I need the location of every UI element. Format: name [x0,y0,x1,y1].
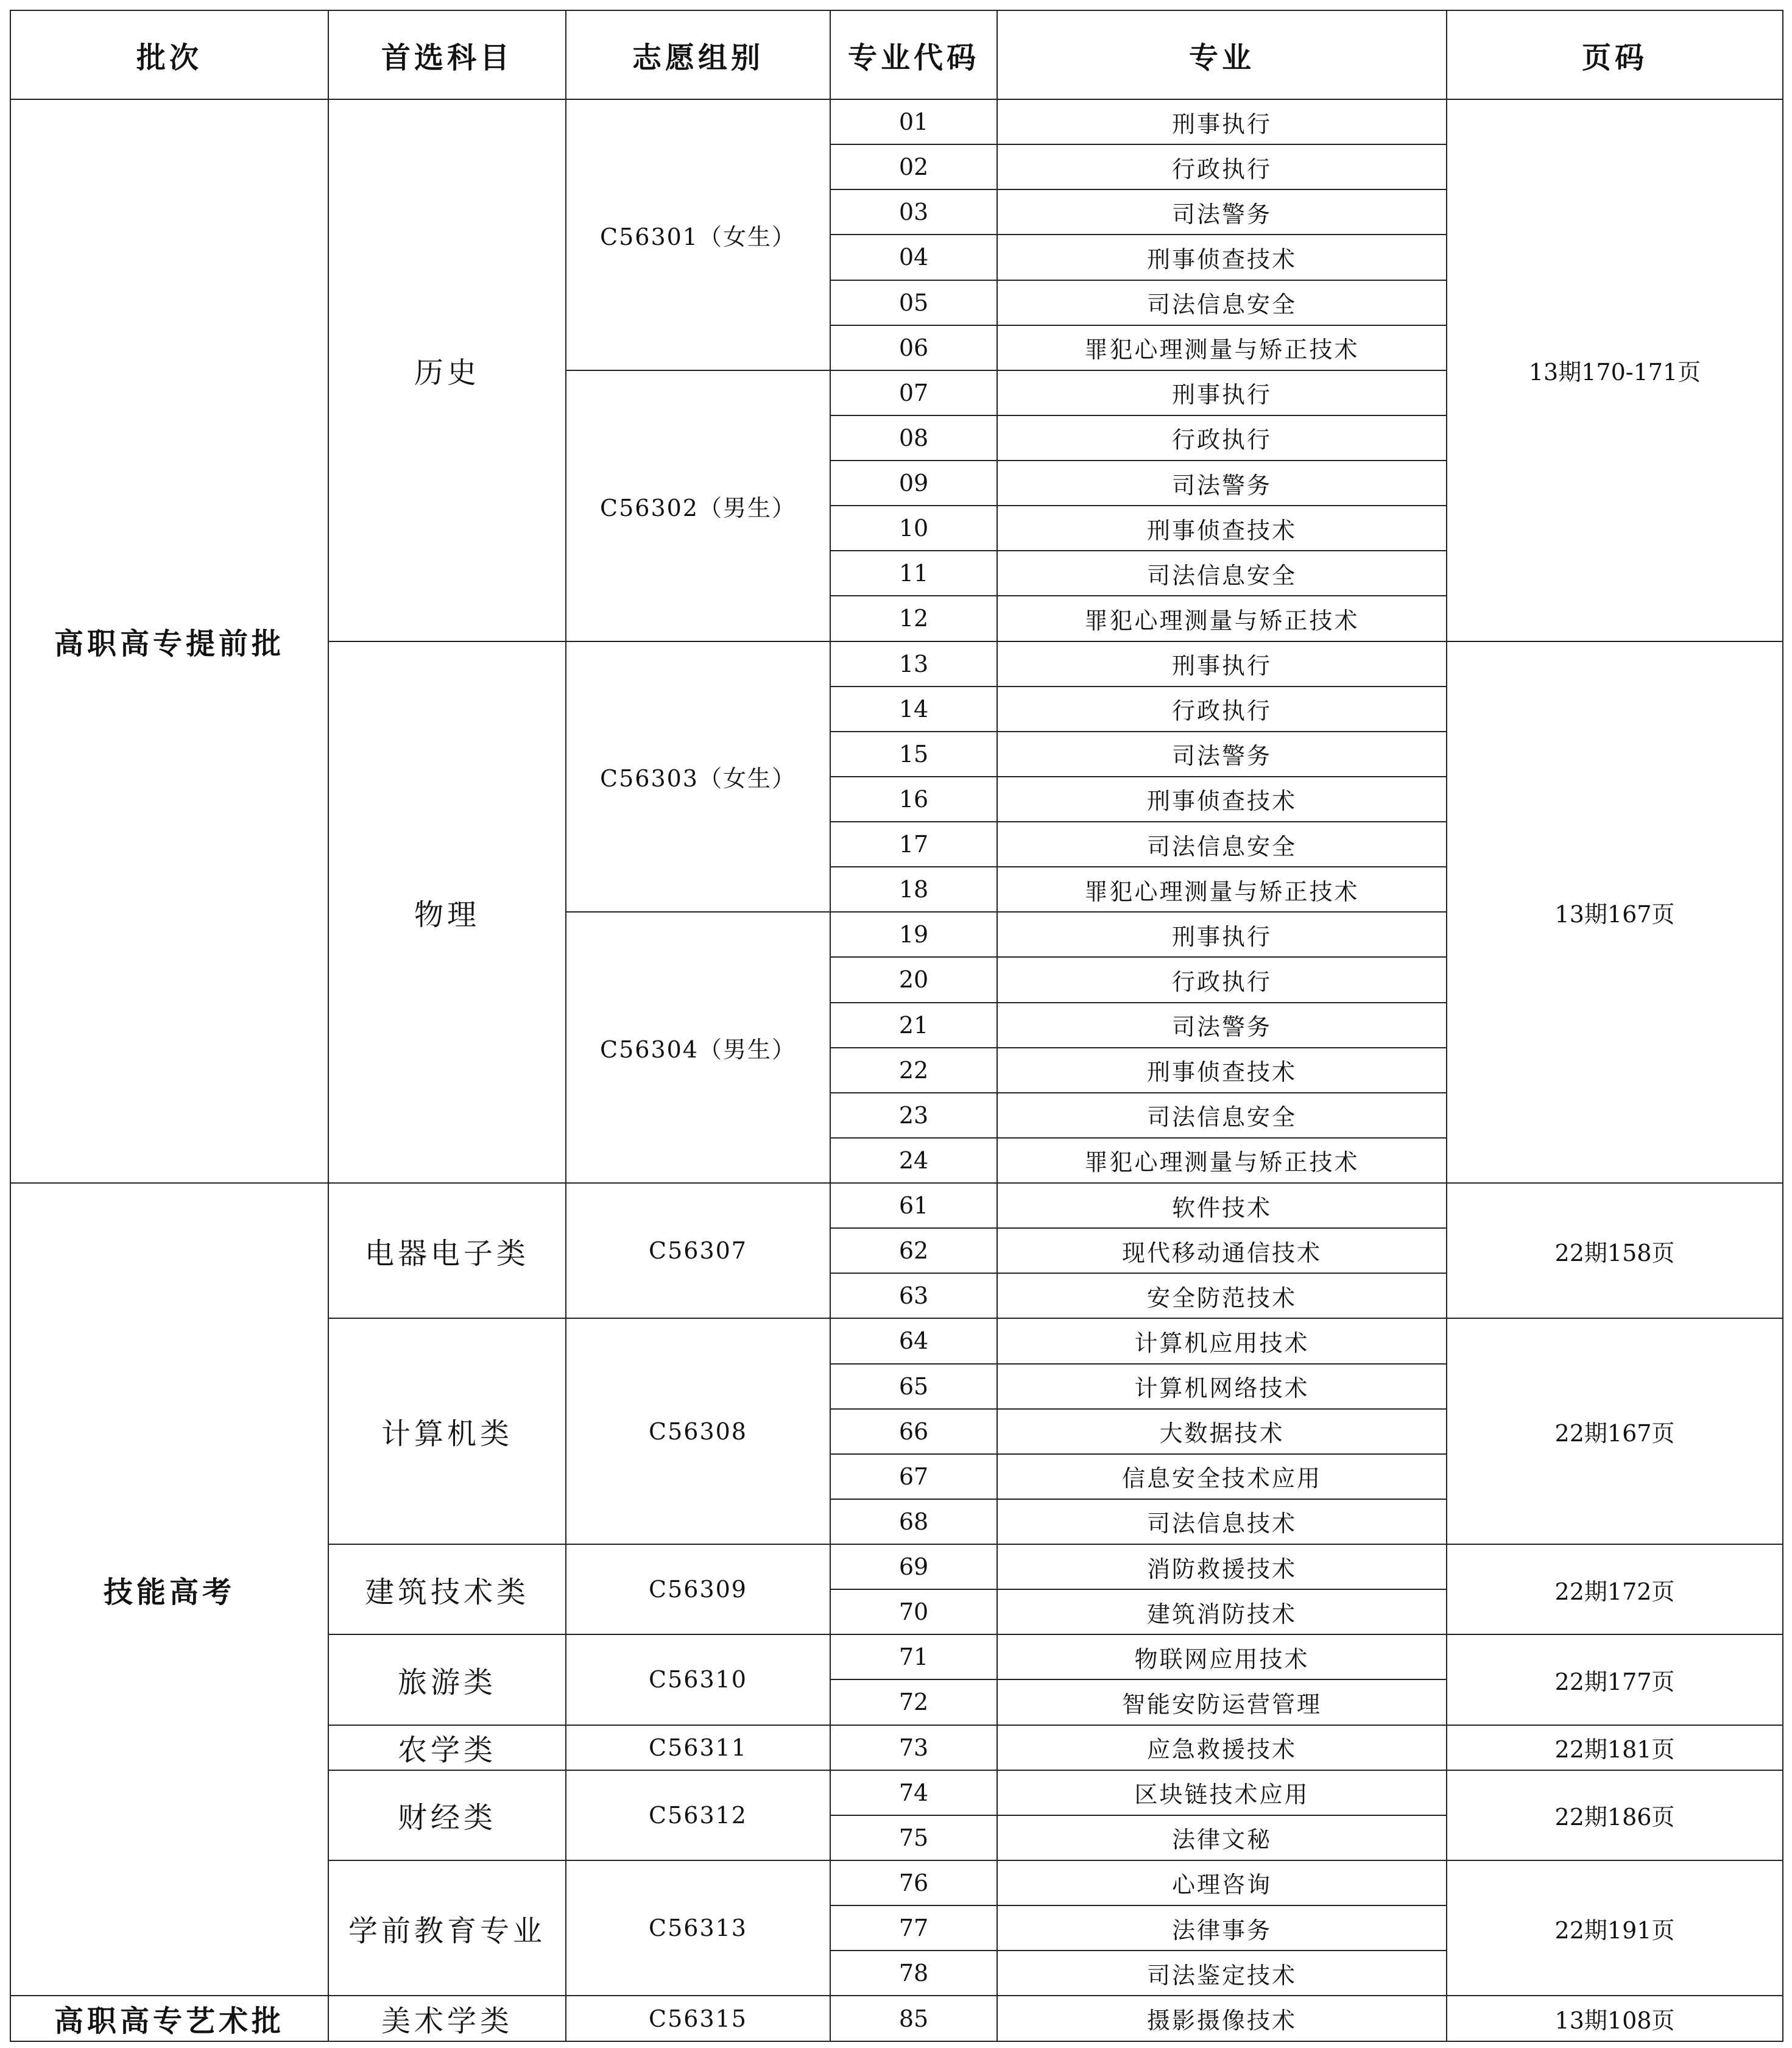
page-cell: 22期186页 [1447,1770,1783,1860]
major-name-cell: 罪犯心理测量与矫正技术 [997,1138,1447,1183]
page-cell: 22期167页 [1447,1318,1783,1544]
group-cell: C56311 [566,1725,830,1770]
major-name-cell: 司法警务 [997,1003,1447,1048]
major-name-cell: 行政执行 [997,687,1447,732]
major-code-cell: 77 [830,1905,997,1951]
group-cell: C56315 [566,1996,830,2041]
subject-cell: 建筑技术类 [328,1544,566,1634]
major-name-cell: 法律文秘 [997,1815,1447,1860]
major-name-cell: 行政执行 [997,957,1447,1002]
major-name-cell: 司法警务 [997,189,1447,235]
major-name-cell: 刑事执行 [997,370,1447,415]
batch-cell: 技能高考 [10,1183,328,1996]
page-cell: 13期167页 [1447,641,1783,1184]
major-code-cell: 75 [830,1815,997,1860]
major-code-cell: 07 [830,370,997,415]
major-name-cell: 智能安防运营管理 [997,1679,1447,1725]
major-name-cell: 司法信息技术 [997,1499,1447,1544]
major-code-cell: 64 [830,1318,997,1363]
major-code-cell: 14 [830,687,997,732]
major-code-cell: 11 [830,551,997,596]
major-name-cell: 计算机应用技术 [997,1318,1447,1363]
major-name-cell: 司法信息安全 [997,822,1447,867]
subject-cell: 财经类 [328,1770,566,1860]
major-code-cell: 67 [830,1454,997,1499]
group-cell: C56307 [566,1183,830,1318]
page-cell: 13期170-171页 [1447,99,1783,641]
major-code-cell: 66 [830,1409,997,1454]
major-name-cell: 司法鉴定技术 [997,1951,1447,1996]
subject-cell: 电器电子类 [328,1183,566,1318]
subject-cell: 历史 [328,99,566,641]
major-name-cell: 刑事侦查技术 [997,777,1447,822]
group-cell: C56310 [566,1634,830,1725]
major-code-cell: 05 [830,280,997,325]
major-code-cell: 19 [830,912,997,957]
major-code-cell: 06 [830,325,997,370]
major-name-cell: 现代移动通信技术 [997,1228,1447,1273]
major-code-cell: 24 [830,1138,997,1183]
major-code-cell: 03 [830,189,997,235]
page-cell: 22期172页 [1447,1544,1783,1634]
page-cell: 22期158页 [1447,1183,1783,1318]
major-code-cell: 20 [830,957,997,1002]
major-name-cell: 罪犯心理测量与矫正技术 [997,867,1447,912]
major-name-cell: 消防救援技术 [997,1544,1447,1589]
major-code-cell: 71 [830,1634,997,1679]
major-name-cell: 罪犯心理测量与矫正技术 [997,596,1447,641]
group-cell: C56301（女生） [566,99,830,370]
page-cell: 22期191页 [1447,1860,1783,1996]
major-code-cell: 85 [830,1996,997,2041]
page-cell: 13期108页 [1447,1996,1783,2041]
major-name-cell: 刑事侦查技术 [997,1048,1447,1093]
table-row [10,99,1783,144]
major-code-cell: 73 [830,1725,997,1770]
major-code-cell: 63 [830,1273,997,1318]
major-code-cell: 16 [830,777,997,822]
major-code-cell: 61 [830,1183,997,1228]
major-name-cell: 法律事务 [997,1905,1447,1951]
header-batch: 批次 [10,10,328,99]
major-name-cell: 区块链技术应用 [997,1770,1447,1815]
subject-cell: 农学类 [328,1725,566,1770]
major-code-cell: 09 [830,461,997,506]
header-code: 专业代码 [830,10,997,99]
table-row [10,1996,1783,2041]
header-group: 志愿组别 [566,10,830,99]
subject-cell: 美术学类 [328,1996,566,2041]
major-code-cell: 01 [830,99,997,144]
major-name-cell: 刑事侦查技术 [997,235,1447,280]
major-name-cell: 物联网应用技术 [997,1634,1447,1679]
major-name-cell: 应急救援技术 [997,1725,1447,1770]
header-page: 页码 [1447,10,1783,99]
major-name-cell: 计算机网络技术 [997,1364,1447,1409]
group-cell: C56303（女生） [566,641,830,913]
header-major: 专业 [997,10,1447,99]
subject-cell: 计算机类 [328,1318,566,1544]
major-code-cell: 15 [830,732,997,777]
major-name-cell: 信息安全技术应用 [997,1454,1447,1499]
major-name-cell: 司法警务 [997,461,1447,506]
group-cell: C56309 [566,1544,830,1634]
major-code-cell: 22 [830,1048,997,1093]
major-name-cell: 刑事侦查技术 [997,506,1447,551]
major-code-cell: 62 [830,1228,997,1273]
major-code-cell: 68 [830,1499,997,1544]
major-code-cell: 04 [830,235,997,280]
major-code-cell: 08 [830,415,997,461]
subject-cell: 旅游类 [328,1634,566,1725]
header-row [10,10,1783,99]
major-name-cell: 建筑消防技术 [997,1589,1447,1634]
major-code-cell: 65 [830,1364,997,1409]
major-name-cell: 心理咨询 [997,1860,1447,1905]
major-code-cell: 10 [830,506,997,551]
major-name-cell: 大数据技术 [997,1409,1447,1454]
group-cell: C56304（男生） [566,912,830,1183]
major-name-cell: 摄影摄像技术 [997,1996,1447,2041]
major-name-cell: 刑事执行 [997,912,1447,957]
major-code-cell: 02 [830,144,997,189]
major-code-cell: 74 [830,1770,997,1815]
major-name-cell: 罪犯心理测量与矫正技术 [997,325,1447,370]
major-code-cell: 76 [830,1860,997,1905]
major-code-cell: 21 [830,1003,997,1048]
major-code-cell: 78 [830,1951,997,1996]
enrollment-table [10,10,1783,2042]
batch-cell: 高职高专提前批 [10,99,328,1183]
major-code-cell: 13 [830,641,997,687]
major-name-cell: 刑事执行 [997,641,1447,687]
major-code-cell: 18 [830,867,997,912]
major-name-cell: 司法信息安全 [997,551,1447,596]
major-name-cell: 刑事执行 [997,99,1447,144]
major-name-cell: 司法信息安全 [997,280,1447,325]
major-code-cell: 69 [830,1544,997,1589]
major-code-cell: 17 [830,822,997,867]
major-name-cell: 行政执行 [997,144,1447,189]
page-cell: 22期177页 [1447,1634,1783,1725]
group-cell: C56308 [566,1318,830,1544]
major-name-cell: 司法警务 [997,732,1447,777]
subject-cell: 学前教育专业 [328,1860,566,1996]
major-name-cell: 软件技术 [997,1183,1447,1228]
group-cell: C56312 [566,1770,830,1860]
header-subject: 首选科目 [328,10,566,99]
group-cell: C56313 [566,1860,830,1996]
major-name-cell: 行政执行 [997,415,1447,461]
major-code-cell: 72 [830,1679,997,1725]
group-cell: C56302（男生） [566,370,830,641]
subject-cell: 物理 [328,641,566,1184]
table-row [10,1183,1783,1228]
batch-cell: 高职高专艺术批 [10,1996,328,2041]
major-code-cell: 70 [830,1589,997,1634]
major-name-cell: 安全防范技术 [997,1273,1447,1318]
major-name-cell: 司法信息安全 [997,1093,1447,1138]
major-code-cell: 12 [830,596,997,641]
major-code-cell: 23 [830,1093,997,1138]
page-cell: 22期181页 [1447,1725,1783,1770]
